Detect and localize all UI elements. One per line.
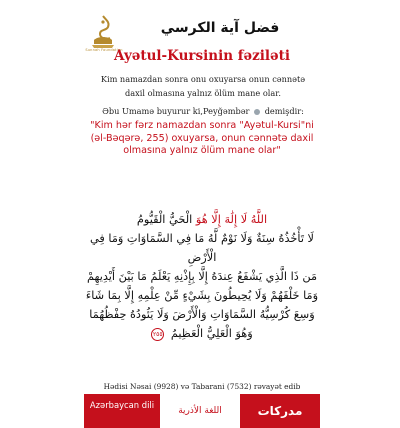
footer-bar bbox=[84, 394, 320, 428]
ayah-line-1-rest: الْحَيُّ الْقَيُّومُ bbox=[136, 213, 193, 226]
language-label-arabic: اللغة الأذرية bbox=[160, 394, 240, 428]
hadith-quote: "Kim hər fərz namazdan sonra "Ayətul-Kursi"ni (əl-Bəqərə, 255) oxuyarsa, onun cənnətə daxil olmasına yalnız ölüm mane olar" bbox=[90, 120, 314, 156]
verse-number-badge: ٢٥٥ bbox=[151, 328, 164, 341]
ayah-line-4: وَمَا خَلْفَهُمْ وَلَا يُحِيطُونَ بِشَيْءٍ مِّنْ عِلْمِهِ إِلَّا بِمَا شَاءَ bbox=[85, 289, 319, 302]
source-reference: Hədisi Nəsai (9928) və Tabarani (7532) rəvayət edib bbox=[103, 382, 301, 391]
intro-text: Kim namazdan sonra onu oxuyarsa onun cənnətə daxil olmasına yalnız ölüm mane olar. bbox=[100, 74, 306, 98]
ayah-line-1-red: اللَّهُ لَا إِلَٰهَ إِلَّا هُوَ bbox=[195, 213, 268, 226]
language-label-azerbaijani: Azərbaycan dili bbox=[84, 394, 160, 428]
ayat-al-kursi-text bbox=[84, 210, 320, 370]
golden-calligraphy-logo-icon bbox=[88, 14, 118, 50]
arabic-title: فضل آية الكرسي bbox=[160, 20, 280, 36]
ayah-line-6-text: وَهُوَ الْعَلِيُّ الْعَظِيمُ bbox=[170, 327, 253, 340]
ayah-line-2: لَا تَأْخُذُهُ سِنَةٌ وَلَا نَوْمٌ لَّهُ مَا فِي السَّمَاوَاتِ وَمَا فِي الْأَرْضِ bbox=[89, 232, 314, 264]
narration-line bbox=[92, 106, 314, 116]
ayah-line-6 bbox=[84, 324, 320, 343]
narration-after: demişdir: bbox=[264, 106, 304, 116]
brand-logo: مدركات bbox=[240, 394, 320, 428]
ayah-line-3: مَن ذَا الَّذِي يَشْفَعُ عِندَهُ إِلَّا بِإِذْنِهِ يَعْلَمُ مَا بَيْنَ أَيْدِيهِمْ bbox=[86, 270, 317, 283]
hadith-card bbox=[84, 4, 320, 396]
ayah-line-5: وَسِعَ كُرْسِيُّهُ السَّمَاوَاتِ وَالْأَرْضَ وَلَا يَئُودُهُ حِفْظُهُمَا bbox=[89, 308, 315, 321]
pbuh-seal-icon bbox=[254, 109, 260, 115]
page-title: Ayətul-Kursinin fəziləti bbox=[114, 48, 290, 64]
ayah-line-1 bbox=[84, 210, 320, 229]
logo-caption: Sunnah Foundation bbox=[85, 48, 123, 52]
narration-before: Əbu Umamə buyurur ki,Peyğəmbər bbox=[102, 106, 250, 116]
